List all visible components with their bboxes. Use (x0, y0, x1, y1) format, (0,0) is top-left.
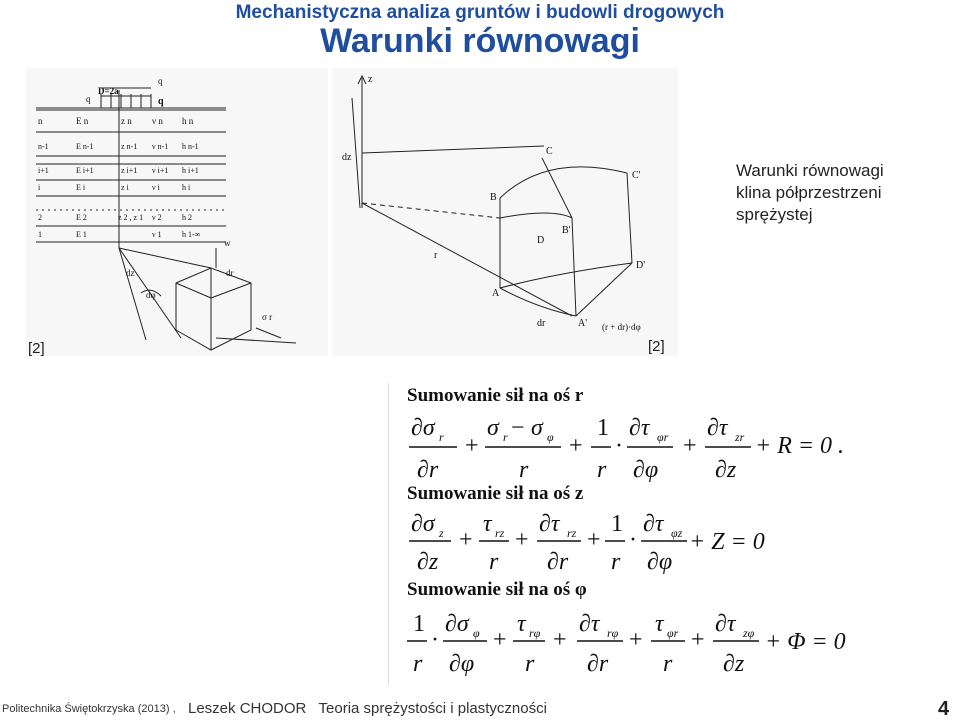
svg-text:∂τ: ∂τ (643, 511, 664, 537)
reference-right: [2] (648, 338, 665, 355)
svg-text:q: q (158, 76, 163, 86)
layer-thickness: h i (182, 183, 191, 192)
svg-text:∂z: ∂z (715, 457, 737, 483)
caption-line: sprężystej (736, 205, 813, 224)
svg-text:φr: φr (667, 626, 679, 640)
footer-author: Leszek CHODOR (188, 700, 307, 717)
svg-text:∂τ: ∂τ (629, 415, 650, 441)
label-A: A (492, 288, 500, 299)
layer-modulus: E i+1 (76, 166, 94, 175)
equation-heading-r: Sumowanie sił na oś r (407, 385, 584, 406)
svg-text:φ: φ (547, 430, 554, 444)
svg-text:+: + (465, 433, 479, 459)
layer-thickness: h n (182, 116, 194, 126)
equation-z-tail: + Z = 0 (689, 529, 765, 555)
footer-institution: Politechnika Świętokrzyska (2013) , (2, 703, 176, 715)
svg-text:rz: rz (567, 526, 577, 540)
load-q-label: q (158, 96, 164, 107)
layer-index: 1 (38, 230, 42, 239)
svg-text:φ: φ (473, 626, 480, 640)
svg-text:∂σ: ∂σ (411, 511, 435, 537)
layer-depth: z n-1 (121, 142, 138, 151)
svg-text:r: r (489, 549, 499, 575)
caption-line: klina półprzestrzeni (736, 183, 882, 202)
svg-text:∂φ: ∂φ (633, 457, 659, 483)
svg-text:σ: σ (531, 415, 543, 441)
svg-text:+: + (683, 433, 697, 459)
svg-text:zr: zr (735, 430, 745, 444)
svg-text:q: q (86, 94, 91, 104)
svg-text:z: z (439, 526, 444, 540)
svg-text:∂φ: ∂φ (647, 549, 673, 575)
layer-row (36, 213, 226, 227)
footer-author-course (188, 700, 547, 717)
label-B: B (490, 192, 497, 203)
equation-heading-z: Sumowanie sił na oś z (407, 483, 584, 504)
footer-course: Teoria sprężystości i plastyczności (318, 700, 547, 717)
layer-poisson: ν 2 (152, 213, 162, 222)
svg-text:r: r (611, 549, 621, 575)
equation-phi-tail: + Φ = 0 (765, 629, 846, 655)
label-z: z (368, 74, 373, 85)
svg-text:zφ: zφ (743, 626, 755, 640)
svg-text:+: + (587, 527, 601, 553)
svg-text:rz: rz (495, 526, 505, 540)
reference-left: [2] (28, 340, 45, 357)
layer-depth: z 2 , z 1 (118, 213, 144, 222)
label-dz: dz (342, 152, 352, 163)
equation-z (389, 505, 861, 585)
label-A-prime: A' (578, 318, 588, 329)
svg-text:∂τ: ∂τ (707, 415, 728, 441)
svg-text:∂τ: ∂τ (539, 511, 560, 537)
svg-text:+: + (691, 627, 705, 653)
svg-text:σ: σ (487, 415, 499, 441)
label-D: D (537, 235, 545, 246)
svg-text:r: r (413, 651, 423, 677)
svg-text:+: + (569, 433, 583, 459)
svg-text:τ: τ (517, 611, 526, 637)
svg-text:φr: φr (657, 430, 669, 444)
layer-row (36, 166, 226, 180)
layer-row (36, 230, 226, 244)
svg-text:·: · (431, 627, 439, 653)
layer-index: n-1 (38, 142, 49, 151)
svg-text:dφ: dφ (146, 290, 156, 300)
label-dr: dr (537, 318, 546, 329)
label-B-prime: B' (562, 225, 571, 236)
svg-text:∂z: ∂z (417, 549, 439, 575)
layered-halfspace-figure (26, 68, 328, 356)
label-arc: (r + dr)·dφ (602, 322, 641, 332)
svg-text:τ: τ (655, 611, 664, 637)
layer-index: i+1 (38, 166, 49, 175)
layer-row (36, 116, 226, 132)
svg-text:+: + (459, 527, 473, 553)
svg-text:dz: dz (126, 268, 135, 278)
caption-line: Warunki równowagi (736, 161, 884, 180)
svg-text:∂σ: ∂σ (411, 415, 435, 441)
svg-text:1: 1 (597, 415, 609, 441)
layer-depth: z n (121, 116, 132, 126)
layer-poisson: ν 1 (152, 230, 162, 239)
figure-caption (736, 160, 946, 226)
label-D-prime: D' (636, 260, 646, 271)
layer-poisson: ν i (152, 183, 160, 192)
layer-thickness: h 1-∞ (182, 230, 201, 239)
svg-text:r: r (439, 430, 444, 444)
svg-text:rφ: rφ (607, 626, 619, 640)
svg-text:r: r (663, 651, 673, 677)
svg-text:∂τ: ∂τ (715, 611, 736, 637)
svg-text:r: r (503, 430, 508, 444)
layer-depth: z i+1 (121, 166, 138, 175)
svg-text:φz: φz (671, 526, 683, 540)
layer-index: 2 (38, 213, 42, 222)
layer-modulus: E n (76, 116, 89, 126)
svg-text:+: + (553, 627, 567, 653)
svg-text:dr: dr (226, 268, 234, 278)
svg-text:τ: τ (483, 511, 492, 537)
svg-text:r: r (597, 457, 607, 483)
layer-modulus: E i (76, 183, 86, 192)
equilibrium-equations (388, 383, 861, 685)
svg-text:∂r: ∂r (547, 549, 569, 575)
svg-text:w: w (224, 238, 231, 248)
load-width-label: D=2a (98, 86, 119, 96)
svg-text:1: 1 (611, 511, 623, 537)
layer-thickness: h i+1 (182, 166, 199, 175)
layer-modulus: E n-1 (76, 142, 94, 151)
layer-poisson: ν i+1 (152, 166, 169, 175)
svg-text:rφ: rφ (529, 626, 541, 640)
layer-row (36, 142, 226, 158)
layer-row (36, 183, 226, 197)
layer-depth: z i (121, 183, 129, 192)
layer-poisson: ν n-1 (152, 142, 169, 151)
svg-text:·: · (615, 433, 623, 459)
layer-poisson: ν n (152, 116, 163, 126)
equation-heading-phi: Sumowanie sił na oś φ (407, 579, 587, 600)
slide-subtitle: Mechanistyczna analiza gruntów i budowli drogowych (235, 2, 725, 23)
layer-thickness: h 2 (182, 213, 192, 222)
page-number: 4 (938, 698, 950, 720)
layer-modulus: E 1 (76, 230, 87, 239)
layered-halfspace-drawing (26, 68, 328, 356)
svg-text:1: 1 (413, 611, 425, 637)
svg-text:∂σ: ∂σ (445, 611, 469, 637)
svg-text:∂τ: ∂τ (579, 611, 600, 637)
svg-text:r: r (525, 651, 535, 677)
equation-r-tail: + R = 0 . (755, 433, 845, 459)
svg-text:∂r: ∂r (417, 457, 439, 483)
svg-text:∂φ: ∂φ (449, 651, 475, 677)
svg-text:−: − (511, 415, 525, 441)
label-C: C (546, 146, 553, 157)
svg-text:+: + (629, 627, 643, 653)
svg-text:+: + (493, 627, 507, 653)
svg-text:σ r: σ r (262, 312, 273, 322)
layer-thickness: h n-1 (182, 142, 199, 151)
svg-text:∂z: ∂z (723, 651, 745, 677)
svg-text:r: r (519, 457, 529, 483)
layer-index: i (38, 183, 41, 192)
label-C-prime: C' (632, 170, 641, 181)
layer-index: n (38, 116, 43, 126)
equilibrium-wedge-figure (332, 68, 678, 356)
label-r: r (434, 250, 438, 261)
svg-text:·: · (629, 527, 637, 553)
slide-title: Warunki równowagi (320, 22, 640, 60)
svg-text:∂r: ∂r (587, 651, 609, 677)
equilibrium-wedge-drawing (332, 68, 678, 356)
layer-modulus: E 2 (76, 213, 87, 222)
svg-text:+: + (515, 527, 529, 553)
